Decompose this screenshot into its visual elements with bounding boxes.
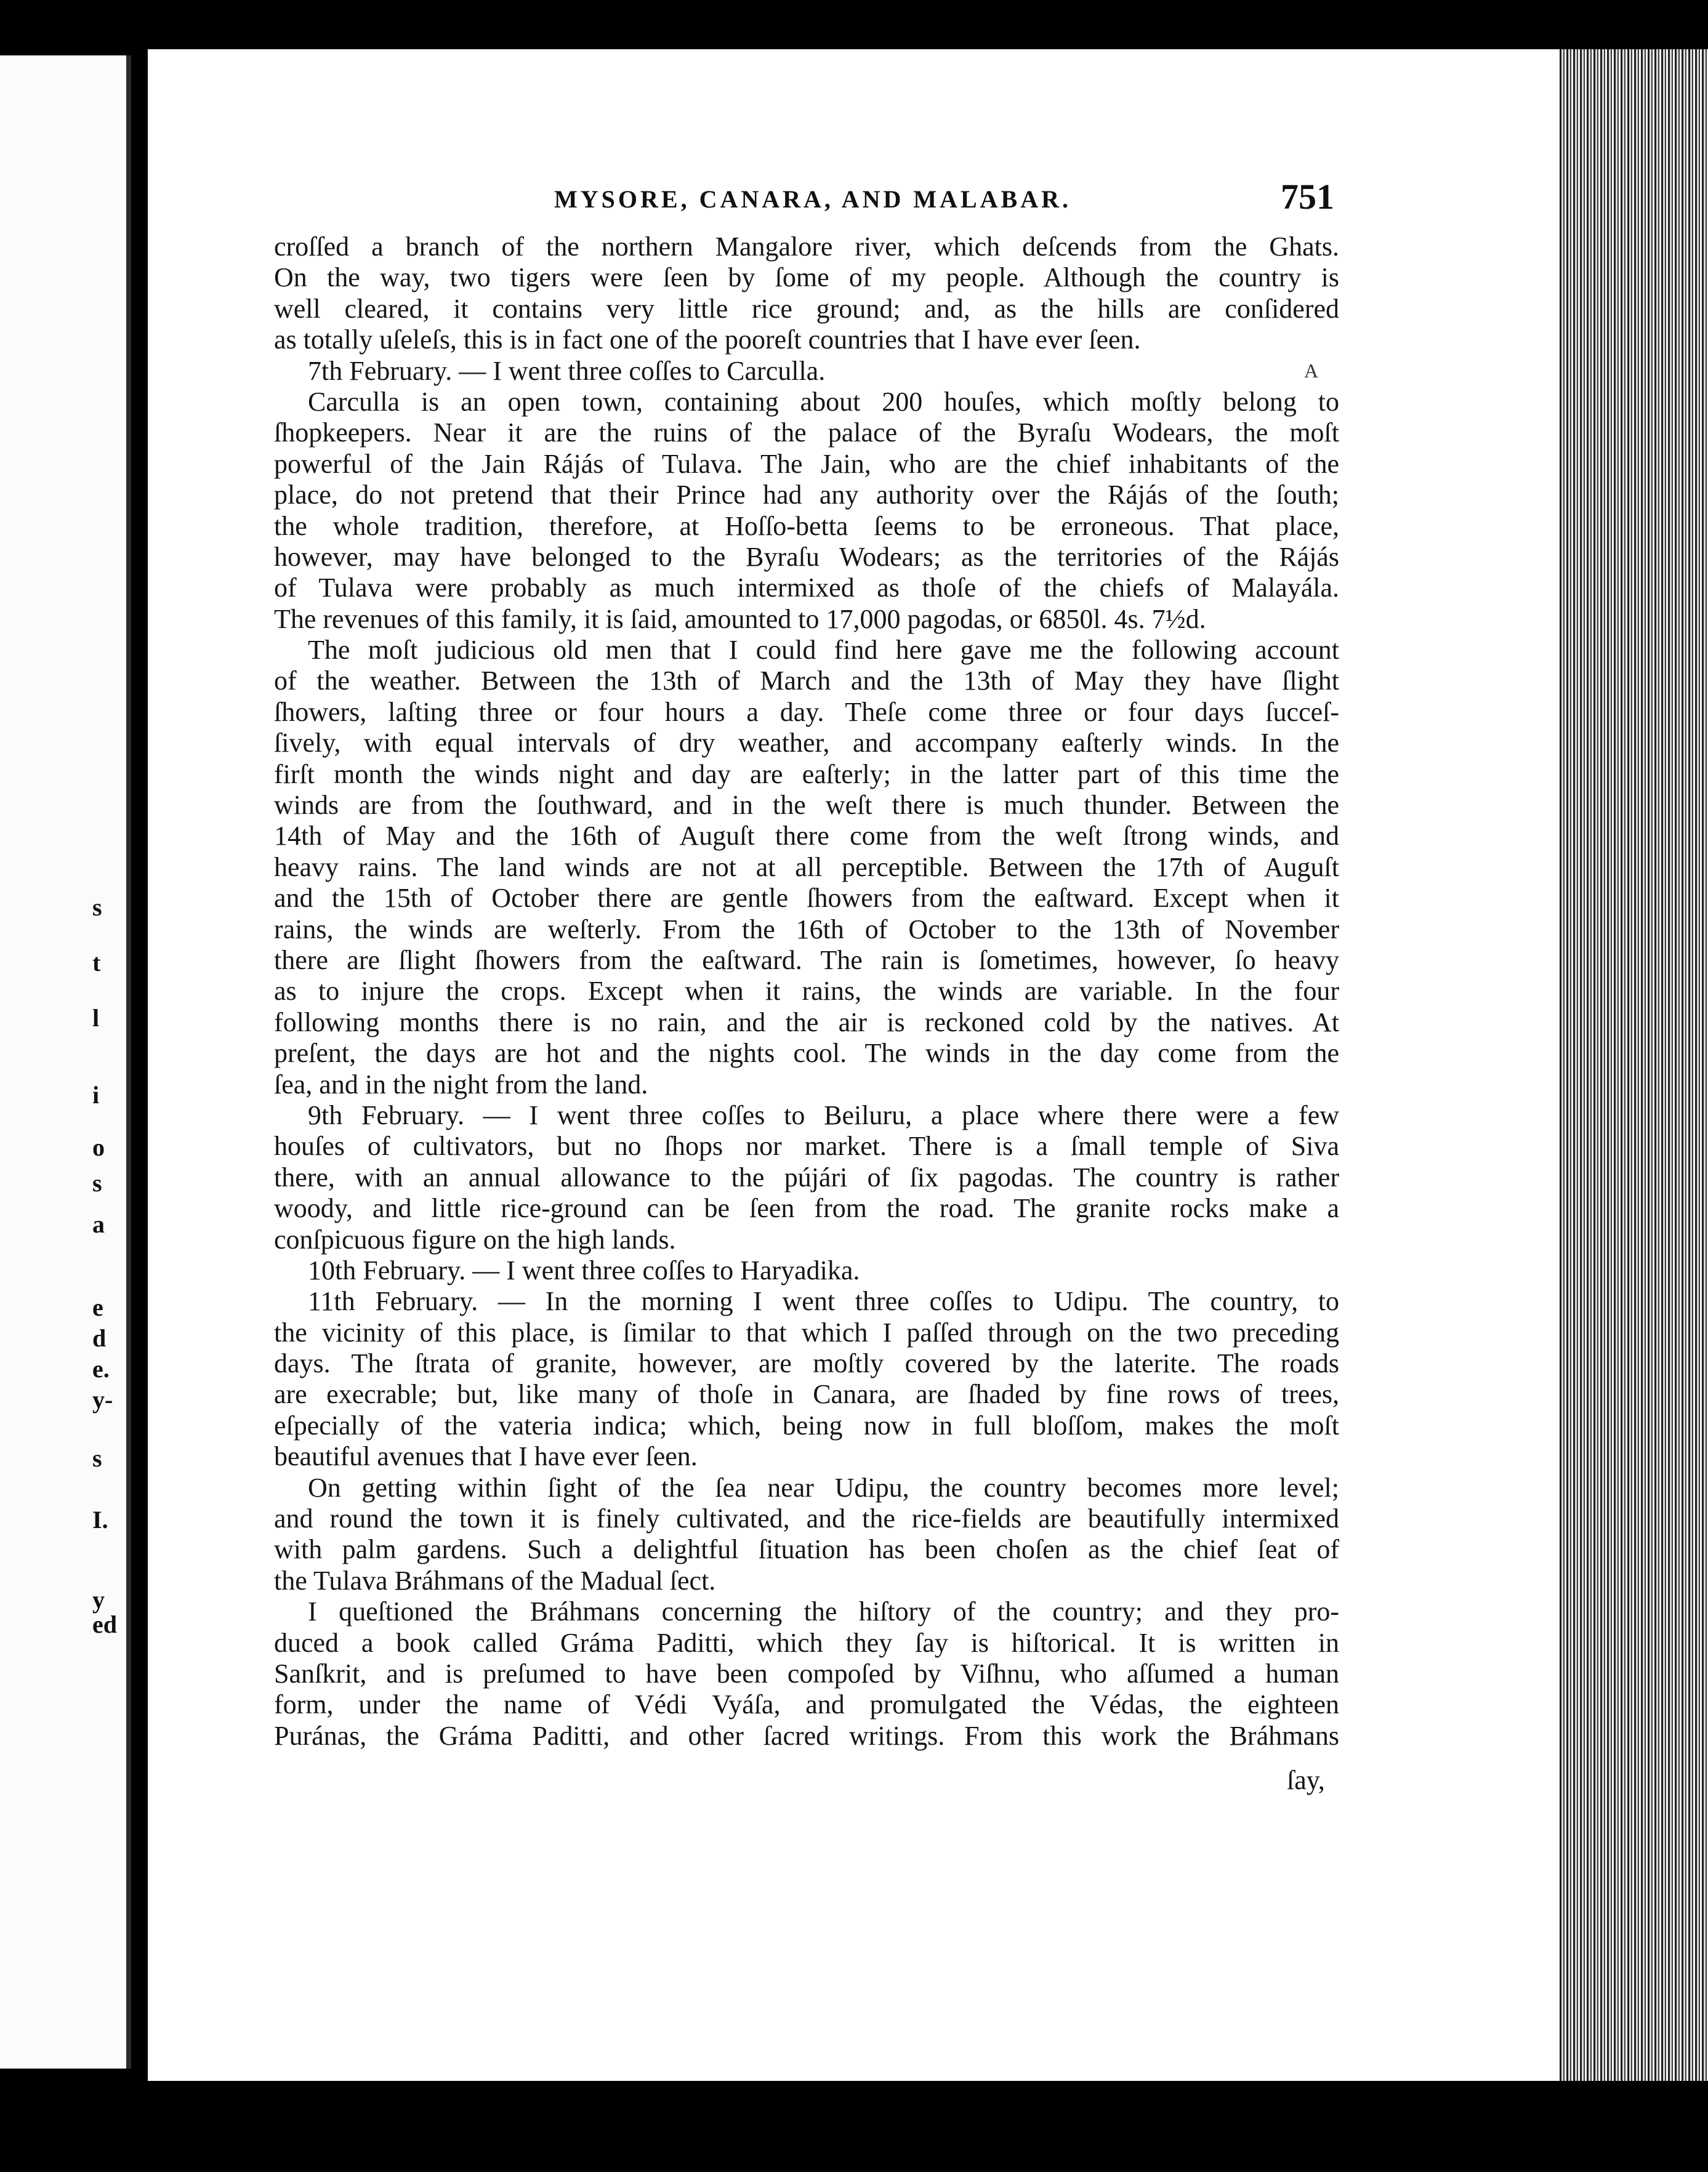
- margin-fragment: s: [92, 893, 102, 921]
- text-line: houſes of cultivators, but no ſhops nor market. There is a ſmall temple of Siva: [274, 1131, 1339, 1162]
- text-line: there, with an annual allowance to the pújári of ſix pagodas. The country is rather: [274, 1162, 1339, 1193]
- text-line: On the way, two tigers were ſeen by ſome of my people. Although the country is: [274, 262, 1339, 293]
- text-line: following months there is no rain, and the air is reckoned cold by the natives. At: [274, 1007, 1339, 1037]
- text-line: I queſtioned the Bráhmans concerning the hiſtory of the country; and they pro-: [308, 1596, 1339, 1627]
- running-header: MYSORE, CANARA, AND MALABAR.: [554, 185, 1071, 213]
- left-page-edge: [0, 55, 131, 2069]
- text-line: as totally uſeleſs, this is in fact one of the pooreſt countries that I have ever ſeen.: [274, 324, 1141, 355]
- text-line: days. The ſtrata of granite, however, are moſtly covered by the laterite. The roads: [274, 1348, 1339, 1379]
- margin-fragment: l: [92, 1004, 100, 1032]
- text-line: winds are from the ſouthward, and in the weſt there is much thunder. Between the: [274, 790, 1339, 821]
- text-line: of the weather. Between the 13th of March and the 13th of May they have ſlight: [274, 666, 1339, 696]
- text-line: place, do not pretend that their Prince had any authority over the Rájás of the ſouth;: [274, 480, 1339, 510]
- margin-fragment: s: [92, 1169, 102, 1197]
- text-line: eſpecially of the vateria indica; which, being now in full bloſſom, makes the moſt: [274, 1410, 1339, 1441]
- catchword: ſay,: [1287, 1765, 1325, 1795]
- margin-fragment: s: [92, 1444, 102, 1472]
- text-line: heavy rains. The land winds are not at all perceptible. Between the 17th of Auguſt: [274, 851, 1339, 882]
- margin-fragment: y: [92, 1586, 105, 1614]
- margin-fragment: i: [92, 1081, 100, 1109]
- text-line: the Tulava Bráhmans of the Madual ſect.: [274, 1565, 716, 1596]
- page-number: 751: [1281, 177, 1334, 217]
- text-line: ſhopkeepers. Near it are the ruins of the palace of the Byraſu Wodears, the moſt: [274, 417, 1339, 448]
- text-line: duced a book called Gráma Paditti, which they ſay is hiſtorical. It is written in: [274, 1627, 1339, 1658]
- page-stack-edge: [1558, 49, 1708, 2081]
- text-line: preſent, the days are hot and the nights cool. The winds in the day come from the: [274, 1038, 1339, 1069]
- text-line: 7th February. — I went three coſſes to Carculla.: [308, 355, 826, 386]
- text-line: The revenues of this family, it is ſaid, amounted to 17,000 pagodas, or 6850l. 4s. 7½d.: [274, 603, 1206, 634]
- text-line: form, under the name of Védi Vyáſa, and promulgated the Védas, the eighteen: [274, 1689, 1339, 1720]
- text-line: 9th February. — I went three coſſes to Beiluru, a place where there were a few: [308, 1100, 1339, 1130]
- text-line: powerful of the Jain Rájás of Tulava. The Jain, who are the chief inhabitants of the: [274, 448, 1339, 479]
- margin-fragment: e.: [92, 1355, 110, 1383]
- text-line: are execrable; but, like many of thoſe in Canara, are ſhaded by fine rows of trees,: [274, 1379, 1339, 1410]
- text-line: Carculla is an open town, containing about 200 houſes, which moſtly belong to: [308, 386, 1339, 417]
- text-line: and round the town it is finely cultivated, and the rice-fields are beautifully intermixed: [274, 1503, 1339, 1534]
- text-line: woody, and little rice-ground can be ſeen from the road. The granite rocks make a: [274, 1193, 1339, 1224]
- text-line: beautiful avenues that I have ever ſeen.: [274, 1441, 698, 1472]
- text-line: Puránas, the Gráma Paditti, and other ſacred writings. From this work the Bráhmans: [274, 1720, 1339, 1751]
- text-line: firſt month the winds night and day are eaſterly; in the latter part of this time the: [274, 758, 1339, 789]
- margin-fragment: I.: [92, 1506, 108, 1534]
- margin-fragment: a: [92, 1210, 105, 1238]
- body-text: [274, 231, 1339, 1752]
- margin-fragment: o: [92, 1133, 105, 1161]
- text-line: Sanſkrit, and is preſumed to have been compoſed by Viſhnu, who aſſumed a human: [274, 1658, 1339, 1689]
- margin-fragment: t: [92, 949, 101, 976]
- text-line: 11th February. — In the morning I went three coſſes to Udipu. The country, to: [308, 1286, 1339, 1317]
- text-line: with palm gardens. Such a delightful ſituation has been choſen as the chief ſeat of: [274, 1534, 1339, 1565]
- text-line: rains, the winds are weſterly. From the 16th of October to the 13th of November: [274, 914, 1339, 944]
- text-line: however, may have belonged to the Byraſu Wodears; as the territories of the Rájás: [274, 541, 1339, 572]
- text-line: well cleared, it contains very little rice ground; and, as the hills are conſidered: [274, 293, 1339, 324]
- text-line: On getting within ſight of the ſea near Udipu, the country becomes more level;: [308, 1472, 1339, 1503]
- text-line: 10th February. — I went three coſſes to Haryadika.: [308, 1255, 860, 1285]
- text-line: The moſt judicious old men that I could find here gave me the following account: [308, 635, 1339, 666]
- text-line: as to injure the crops. Except when it rains, the winds are variable. In the four: [274, 976, 1339, 1007]
- margin-fragment: d: [92, 1324, 107, 1352]
- text-line: ſhowers, laſting three or four hours a day. Theſe come three or four days ſucceſ-: [274, 696, 1339, 727]
- margin-fragment: e: [92, 1293, 103, 1321]
- text-line: ſively, with equal intervals of dry weather, and accompany eaſterly winds. In the: [274, 728, 1339, 758]
- text-line: of Tulava were probably as much intermixed as thoſe of the chiefs of Malayála.: [274, 573, 1339, 603]
- text-line: the vicinity of this place, is ſimilar to that which I paſſed through on the two preceding: [274, 1317, 1339, 1348]
- margin-fragment: ed: [92, 1611, 117, 1638]
- margin-fragment: y-: [92, 1386, 113, 1414]
- stray-mark: A: [1304, 360, 1319, 382]
- text-line: conſpicuous figure on the high lands.: [274, 1224, 676, 1255]
- text-line: the whole tradition, therefore, at Hoſſo-betta ſeems to be erroneous. That place,: [274, 510, 1339, 541]
- text-line: croſſed a branch of the northern Mangalore river, which deſcends from the Ghats.: [274, 231, 1339, 262]
- text-line: 14th of May and the 16th of Auguſt there come from the weſt ſtrong winds, and: [274, 821, 1339, 851]
- text-line: ſea, and in the night from the land.: [274, 1069, 648, 1100]
- text-line: and the 15th of October there are gentle ſhowers from the eaſtward. Except when it: [274, 883, 1339, 914]
- text-line: there are ſlight ſhowers from the eaſtward. The rain is ſometimes, however, ſo heavy: [274, 944, 1339, 975]
